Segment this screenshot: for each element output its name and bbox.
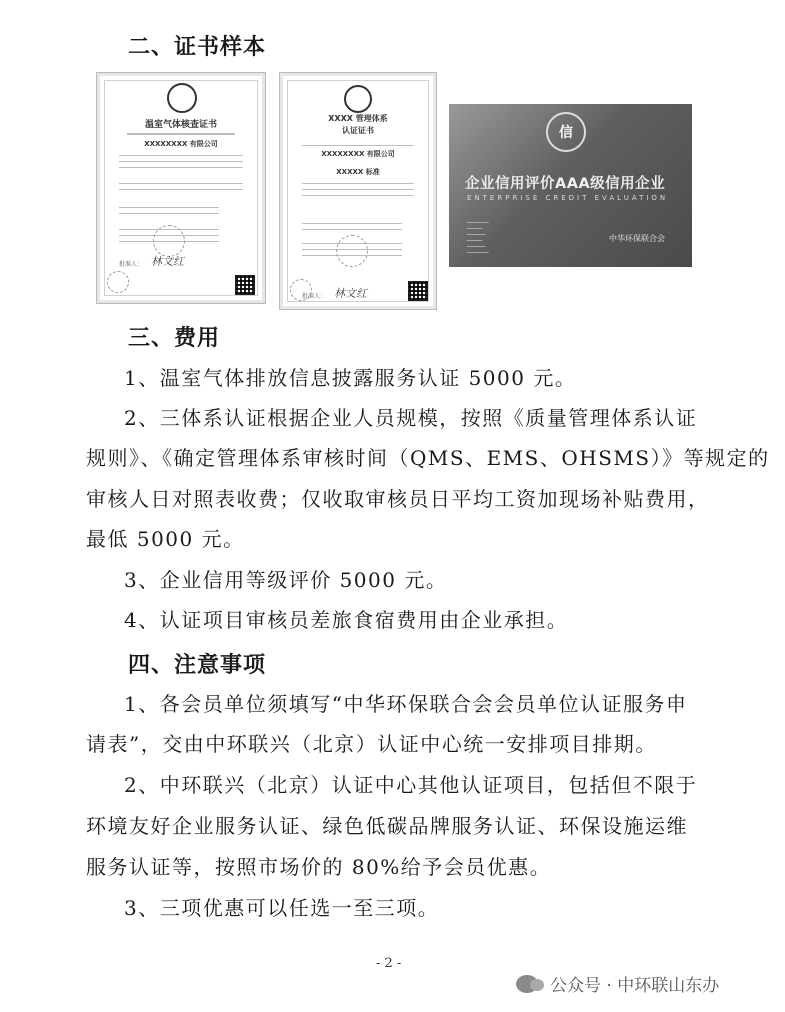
certificate-title-line1: XXXX 管理体系 (328, 114, 388, 123)
certificate-standard: XXXXX 标准 (336, 168, 380, 176)
watermark (516, 971, 719, 996)
certificate-seal (336, 235, 368, 267)
watermark-text: 公众号 · 中环联山东办 (550, 976, 720, 996)
plaque-issuer: 中华环保联合会 (609, 234, 665, 243)
certificate-company: XXXXXXXX 有限公司 (144, 140, 218, 148)
qr-code-icon (408, 281, 428, 301)
section-heading-certificate-samples: 二、证书样本 (128, 34, 267, 60)
emblem-icon (107, 271, 129, 293)
note-item-2-line3: 服务认证等，按照市场价的 80%给予会员优惠。 (86, 855, 552, 879)
emblem-icon (290, 279, 312, 301)
note-item-3: 3、三项优惠可以任选一至三项。 (124, 896, 440, 920)
certificate-signature: 林文红 (151, 255, 184, 268)
credit-logo-icon: 信 (546, 112, 586, 152)
certificate-signer-label: 批准人： (119, 261, 144, 268)
section-heading-notes: 四、注意事项 (128, 652, 267, 678)
note-item-1-line1: 1、各会员单位须填写“中华环保联合会会员单位认证服务申 (124, 692, 688, 716)
certificate-signature: 林文红 (334, 287, 367, 300)
plaque-subtitle: ENTERPRISE CREDIT EVALUATION (467, 194, 669, 202)
certificate-company: XXXXXXXX 有限公司 (321, 150, 395, 158)
fee-item-2-line2: 规则》、《确定管理体系审核时间（QMS、EMS、OHSMS）》等规定的 (86, 446, 770, 470)
certificate-signer-label: 批准人： (302, 293, 327, 300)
note-item-2-line2: 环境友好企业服务认证、绿色低碳品牌服务认证、环保设施运维 (86, 814, 688, 838)
credit-rating-plaque-image (449, 104, 692, 267)
section-heading-fees: 三、费用 (128, 325, 221, 351)
note-item-2-line1: 2、中环联兴（北京）认证中心其他认证项目，包括但不限于 (124, 773, 698, 797)
fee-item-4: 4、认证项目审核员差旅食宿费用由企业承担。 (124, 608, 569, 632)
wechat-icon (516, 975, 538, 993)
fee-item-1: 1、温室气体排放信息披露服务认证 5000 元。 (124, 366, 577, 390)
qr-code-icon (235, 275, 255, 295)
certificate-logo-icon (344, 85, 372, 113)
fee-item-2-line4: 最低 5000 元。 (86, 527, 245, 551)
certificate-logo-icon (167, 83, 197, 113)
note-item-1-line2: 请表”，交由中环联兴（北京）认证中心统一安排项目排期。 (86, 732, 657, 756)
fee-item-2-line3: 审核人日对照表收费；仅收取审核员日平均工资加现场补贴费用， (86, 487, 710, 511)
certificate-title-line2: 认证证书 (342, 126, 374, 135)
fee-item-3: 3、企业信用等级评价 5000 元。 (124, 568, 448, 592)
fee-item-2-line1: 2、三体系认证根据企业人员规模，按照《质量管理体系认证 (124, 406, 698, 430)
certificate-image-management-system (279, 72, 437, 310)
page-number: - 2 - (376, 956, 402, 971)
certificate-image-ghg-verification (96, 72, 266, 304)
plaque-details: ▁▁▁▁▁▁▁ ▁▁▁▁▁ ▁▁▁▁▁▁ ▁▁▁▁▁ ▁▁▁▁▁▁ ▁▁▁▁▁▁▁ (467, 218, 489, 253)
plaque-title: 企业信用评价AAA级信用企业 (465, 176, 666, 192)
certificate-title: 温室气体核查证书 (144, 120, 217, 130)
